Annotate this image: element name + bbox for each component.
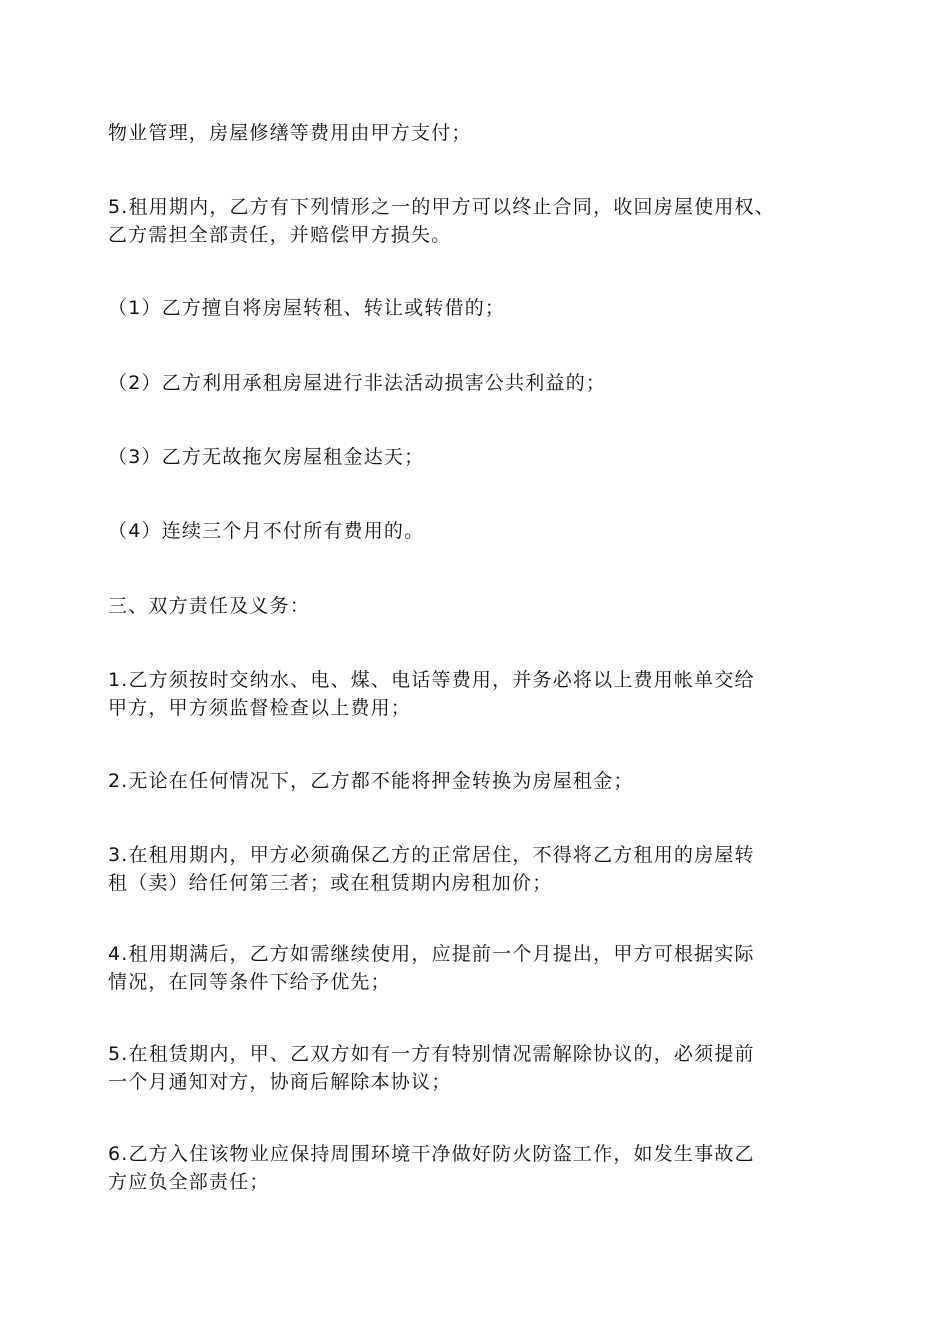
paragraph-duty-4	[108, 940, 868, 996]
paragraph-line: 5.租用期内，乙方有下列情形之一的甲方可以终止合同，收回房屋使用权、	[108, 196, 775, 218]
paragraph-duty-6	[108, 1140, 868, 1196]
paragraph-line: 1.乙方须按时交纳水、电、煤、电话等费用，并务必将以上费用帐单交给	[108, 669, 755, 691]
paragraph-line: 乙方需担全部责任，并赔偿甲方损失。	[108, 224, 452, 246]
paragraph-line: （3）乙方无故拖欠房屋租金达天；	[108, 446, 425, 468]
paragraph-property-management	[108, 119, 868, 147]
paragraph-clause-5-termination	[108, 193, 868, 249]
paragraph-duty-2	[108, 767, 868, 795]
paragraph-item-2	[108, 369, 868, 397]
paragraph-line: 6.乙方入住该物业应保持周围环境干净做好防火防盗工作，如发生事故乙	[108, 1143, 755, 1165]
paragraph-item-1	[108, 294, 868, 322]
paragraph-line: （1）乙方擅自将房屋转租、转让或转借的；	[108, 297, 506, 319]
paragraph-line: 情况，在同等条件下给予优先；	[108, 971, 391, 993]
paragraph-line: 2.无论在任何情况下，乙方都不能将押金转换为房屋租金；	[108, 770, 634, 792]
paragraph-line: （2）乙方利用承租房屋进行非法活动损害公共利益的；	[108, 372, 607, 394]
paragraph-duty-1	[108, 666, 868, 722]
paragraph-line: （4）连续三个月不付所有费用的。	[108, 520, 425, 542]
paragraph-line: 三、双方责任及义务：	[108, 595, 311, 617]
paragraph-line: 物业管理，房屋修缮等费用由甲方支付；	[108, 122, 472, 144]
paragraph-duty-3	[108, 841, 868, 897]
paragraph-line: 一个月通知对方，协商后解除本协议；	[108, 1071, 452, 1093]
paragraph-duty-5	[108, 1040, 868, 1096]
paragraph-line: 5.在租赁期内，甲、乙双方如有一方有特别情况需解除协议的，必须提前	[108, 1043, 755, 1065]
paragraph-line: 租（卖）给任何第三者；或在租赁期内房租加价；	[108, 872, 553, 894]
paragraph-item-4	[108, 517, 868, 545]
paragraph-item-3	[108, 443, 868, 471]
section-heading-responsibilities	[108, 592, 868, 620]
paragraph-line: 3.在租用期内，甲方必须确保乙方的正常居住，不得将乙方租用的房屋转	[108, 844, 755, 866]
paragraph-line: 4.租用期满后，乙方如需继续使用，应提前一个月提出，甲方可根据实际	[108, 943, 755, 965]
paragraph-line: 方应负全部责任；	[108, 1171, 270, 1193]
paragraph-line: 甲方，甲方须监督检查以上费用；	[108, 697, 412, 719]
